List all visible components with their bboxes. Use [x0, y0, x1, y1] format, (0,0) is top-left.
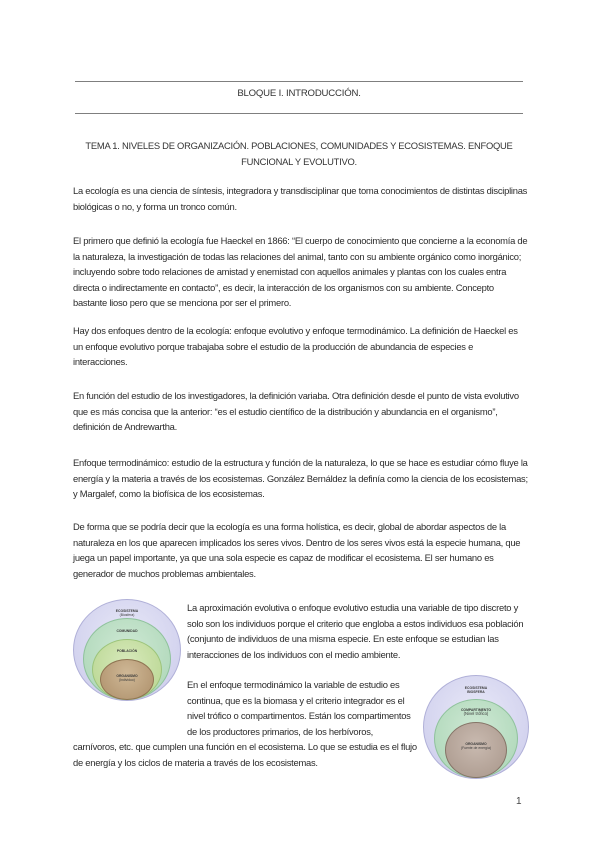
diagram-enfoque-termodinamico — [423, 675, 529, 779]
page-number: 1 — [516, 796, 522, 807]
wrap-spacer — [73, 677, 187, 724]
circle-organismo-energia — [445, 722, 507, 778]
paragraph-haeckel: El primero que definió la ecología fue Haeckel en 1866: “El cuerpo de conocimiento que concierne a la economía de la naturaleza, la investigación de todas las relaciones del animal, tanto con su ambiente orgánico como inorgánico; incluyendo sobre todo relaciones de amistad y enemistad con aquellos animales y plantas con los cuales entra directa o indirectamente en contacto”, es decir, la interacción de los organismos con su ambiente. Concepto bastante lioso pero que se menciona por ser el primero. — [73, 235, 528, 309]
top-rule — [75, 81, 523, 82]
label-comunidad: COMUNIDAD — [116, 629, 138, 633]
label-poblacion: POBLACIÓN — [116, 649, 138, 653]
label-ecosistema: ECOSISTEMA (Biosfera) — [115, 609, 139, 617]
paragraph-enfoques: Hay dos enfoques dentro de la ecología: enfoque evolutivo y enfoque termodinámico. La definición de Haeckel es un enfoque evolutivo porque trabajaba sobre el estudio de la producción de abundancia de especies e interacciones. — [73, 325, 518, 368]
block-title-rule — [75, 113, 523, 114]
label-ecosistema-biosfera: ECOSISTEMA BIOSFERA — [464, 686, 488, 694]
paragraph-enfoque-termodinamico-wrap — [73, 677, 418, 771]
label-compartimento: COMPARTIMENTO (Nivel trófico) — [460, 708, 491, 716]
paragraph-termodinamico: Enfoque termodinámico: estudio de la estructura y función de la naturaleza, lo que se hace es estudiar cómo fluye la energía y la materia a través de los ecosistemas. González Bernáldez la definía como la ciencia de los ecosistemas; y Margalef, como la biofísica de los ecosistemas. — [73, 457, 528, 500]
label-organismo-energia: ORGANISMO (Fuente de energía) — [461, 742, 491, 750]
paragraph-aproximacion-evolutiva: La aproximación evolutiva o enfoque evolutivo estudia una variable de tipo discreto y solo son los individuos porque el criterio que engloba a estos individuos esa población (conjunto de individuos de una misma especie. En este enfoque se estudian las interacciones de los individuos con el medio ambiente. — [187, 602, 524, 660]
paragraph-holistica: De forma que se podría decir que la ecología es una forma holística, es decir, global de abordar aspectos de la naturaleza en los que aparecen implicados los seres vivos. Dentro de los seres vivos está la especie humana, que juega un papel importante, ya que una sola especie es capaz de modificar el ecosistema. El ser humano es generador de muchos problemas ambientales. — [73, 521, 521, 579]
block-title: BLOQUE I. INTRODUCCIÓN. — [237, 88, 361, 99]
paragraph-enfoque-termodinamico: En el enfoque termodinámico la variable de estudio es continua, que es la biomasa y el criterio integrador es el nivel trófico o compartimentos. Están los compartimentos de los productores primarios, de los herbívoros, carnívoros, etc. que cumplen una función en el ecosistema. Lo que se estudia es el flujo de energía y los ciclos de materia a través de los ecosistemas. — [73, 679, 417, 768]
paragraph-intro: La ecología es una ciencia de síntesis, integradora y transdisciplinar que toma conocimientos de distintas disciplinas biológicas o no, y forma un tronco común. — [73, 185, 528, 212]
label-organismo: ORGANISMO (Individuo) — [116, 674, 138, 682]
paragraph-andrewartha: En función del estudio de los investigadores, la definición variaba. Otra definición desde el punto de vista evolutivo que es más concisa que la anterior: “es el estudio científico de la distribución y abundancia en el organismo”, definición de Andrewartha. — [73, 390, 519, 433]
topic-title: TEMA 1. NIVELES DE ORGANIZACIÓN. POBLACIONES, COMUNIDADES Y ECOSISTEMAS. ENFOQUE FUNCIONAL Y EVOLUTIVO. — [85, 140, 513, 167]
